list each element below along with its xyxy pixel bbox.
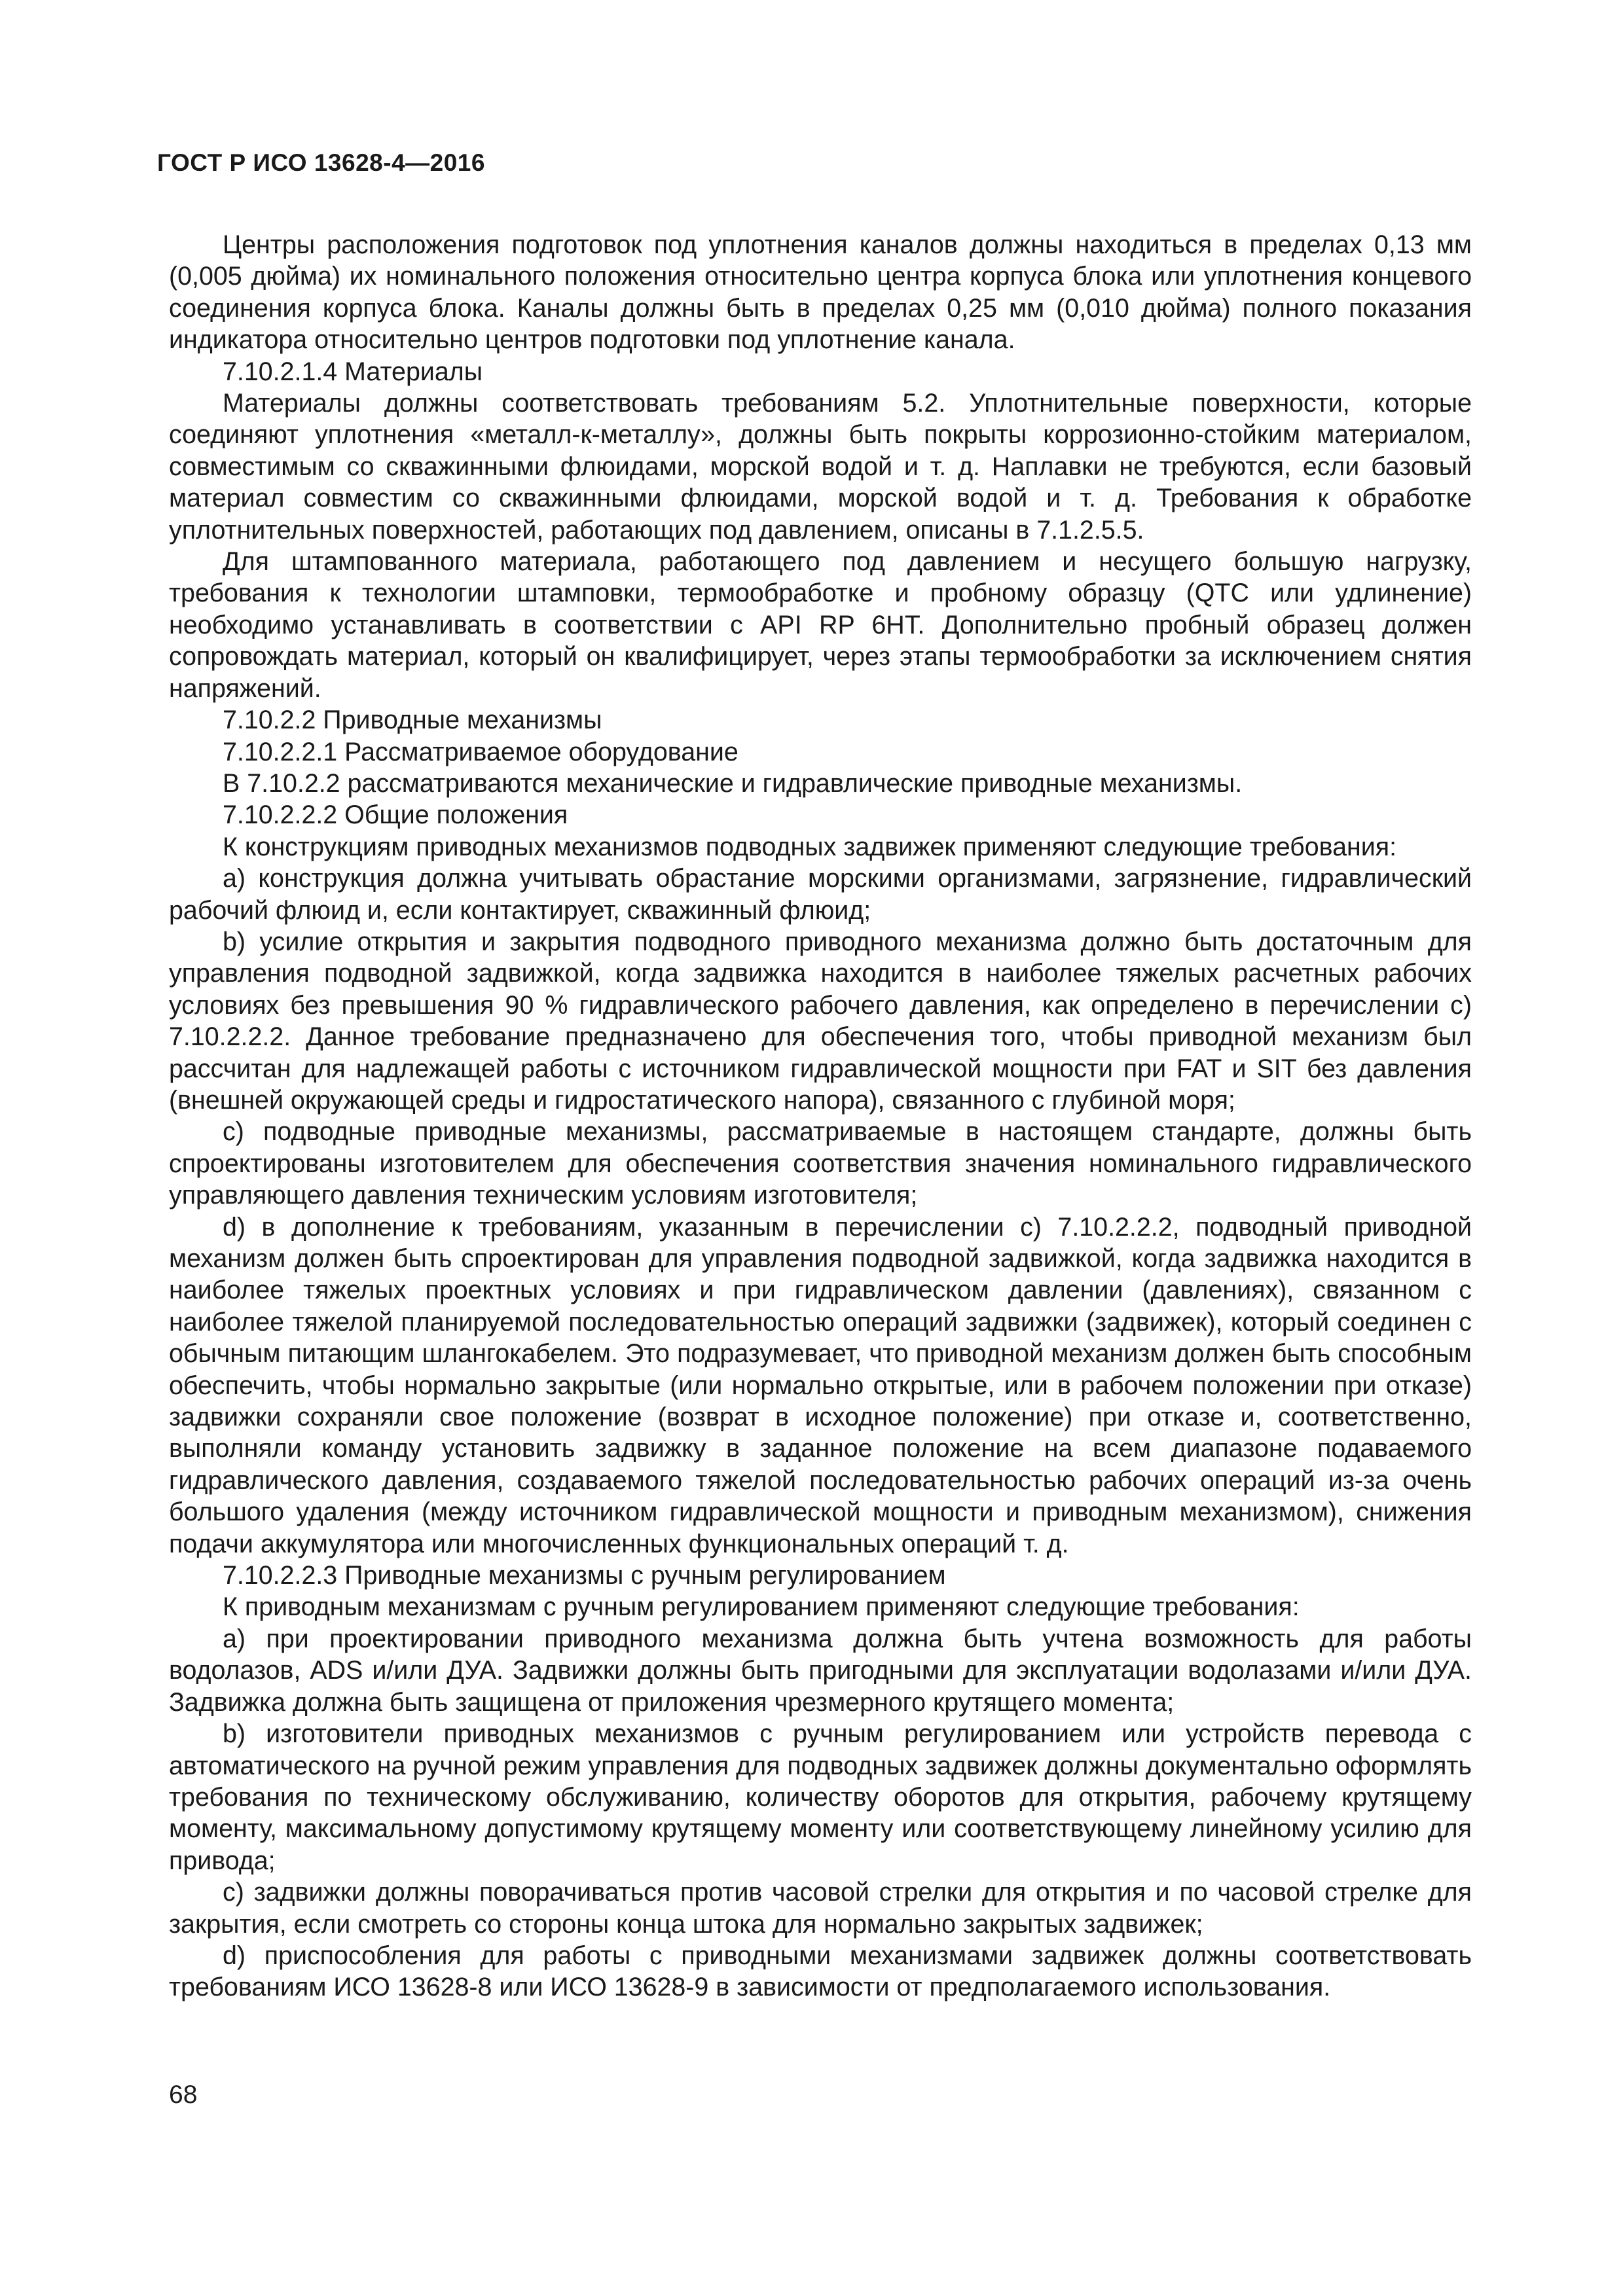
paragraph-materials: Материалы должны соответствовать требованиям 5.2. Уплотнительные поверхности, которые соединяют уплотнения «металл-к-металлу», должны быть покрыты коррозионно-стойким материалом, совместимым со скважинными флюидами, морской водой и т. д. Наплавки не требуются, если базовый материал совместим со скважинными флюидами, морской водой и т. д. Требования к обработке уплотнительных поверхностей, работающих под давлением, описаны в 7.1.2.5.5. bbox=[169, 389, 1472, 545]
paragraph-general-intro: К конструкциям приводных механизмов подводных задвижек применяют следующие требования: bbox=[223, 832, 1397, 861]
paragraph-forged-material: Для штампованного материала, работающего под давлением и несущего большую нагрузку, требования к технологии штамповки, термообработке и пробному образцу (QTC или удлинение) необходимо устанавливать в соответствии с API RP 6HT. Дополнительно пробный образец должен сопровождать материал, который он квалифицирует, через этапы термообработки за исключением снятия напряжений. bbox=[169, 547, 1472, 703]
list-item-a-fouling: а) конструкция должна учитывать обрастание морскими организмами, загрязнение, гидравлический рабочий флюид и, если контактирует, скважинный флюид; bbox=[169, 864, 1472, 925]
document-header: ГОСТ Р ИСО 13628-4—2016 bbox=[157, 149, 485, 176]
list-item-d-design: d) в дополнение к требованиям, указанным в перечислении с) 7.10.2.2.2, подводный приводной механизм должен быть спроектирован для управления подводной задвижкой, когда задвижка находится в наиболее тяжелых проектных условиях и при гидравлическом давлении (давлениях), связанном с наиболее тяжелой планируемой последовательностью операций задвижки (задвижек), который соединен с обычным питающим шлангокабелем. Это подразумевает, что приводной механизм должен быть способным обеспечить, чтобы нормально закрытые (или нормально открытые, или в рабочем положении при отказе) задвижки сохраняли свое положение (возврат в исходное положение) при отказе и, соответственно, выполняли команду установить задвижку в заданное положение на всем диапазоне подаваемого гидравлического давления, создаваемого тяжелой последовательностью рабочих операций из-за очень большого удаления (между источником гидравлической мощности и приводным механизмом), снижения подачи аккумулятора или многочисленных функциональных операций т. д. bbox=[169, 1212, 1472, 1558]
paragraph-scope: В 7.10.2.2 рассматриваются механические и гидравлические приводные механизмы. bbox=[223, 768, 1243, 798]
list-item-b-documentation: b) изготовители приводных механизмов с ручным регулированием или устройств перевода с автоматического на ручной режим управления для подводных задвижек должны документально оформлять требования по техническому обслуживанию, количеству оборотов для открытия, рабочему крутящему моменту, максимальному допустимому крутящему моменту или соответствующему линейному усилию для привода; bbox=[169, 1719, 1472, 1875]
section-heading-general: 7.10.2.2.2 Общие положения bbox=[223, 800, 568, 830]
paragraph-seal-centers: Центры расположения подготовок под уплотнения каналов должны находиться в пределах 0,13 мм (0,005 дюйма) их номинального положения относительно центра корпуса блока или уплотнения концевого соединения корпуса блока. Каналы должны быть в пределах 0,25 мм (0,010 дюйма) полного показания индикатора относительно центров подготовки под уплотнение канала. bbox=[169, 230, 1472, 355]
paragraph-manual-intro: К приводным механизмам с ручным регулированием применяют следующие требования: bbox=[223, 1592, 1300, 1622]
list-item-c-pressure: с) подводные приводные механизмы, рассматриваемые в настоящем стандарте, должны быть спроектированы изготовителем для обеспечения соответствия значения номинального гидравлического управляющего давления техническим условиям изготовителя; bbox=[169, 1117, 1472, 1210]
list-item-a-divers: а) при проектировании приводного механизма должна быть учтена возможность для работы водолазов, ADS и/или ДУА. Задвижки должны быть пригодными для эксплуатации водолазами и/или ДУА. Задвижка должна быть защищена от приложения чрезмерного крутящего момента; bbox=[169, 1624, 1472, 1717]
list-item-c-rotation: с) задвижки должны поворачиваться против часовой стрелки для открытия и по часовой стрелке для закрытия, если смотреть со стороны конца штока для нормально закрытых задвижек; bbox=[169, 1878, 1472, 1939]
section-heading-materials: 7.10.2.1.4 Материалы bbox=[223, 357, 483, 386]
page-number: 68 bbox=[169, 2081, 198, 2109]
list-item-d-tools: d) приспособления для работы с приводными механизмами задвижек должны соответствовать требованиям ИСО 13628-8 или ИСО 13628-9 в зависимости от предполагаемого использования. bbox=[169, 1941, 1472, 2002]
section-heading-actuators: 7.10.2.2 Приводные механизмы bbox=[223, 706, 602, 735]
section-heading-equipment: 7.10.2.2.1 Рассматриваемое оборудование bbox=[223, 737, 739, 766]
section-heading-manual-actuators: 7.10.2.2.3 Приводные механизмы с ручным регулированием bbox=[223, 1561, 946, 1590]
list-item-b-force: b) усилие открытия и закрытия подводного приводного механизма должно быть достаточным для управления подводной задвижкой, когда задвижка находится в наиболее тяжелых расчетных рабочих условиях без превышения 90 % гидравлического рабочего давления, как определено в перечислении с) 7.10.2.2.2. Данное требование предназначено для обеспечения того, чтобы приводной механизм был рассчитан для надлежащей работы с источником гидравлической мощности при FAT и SIT без давления (внешней окружающей среды и гидростатического напора), связанного с глубиной моря; bbox=[169, 927, 1472, 1115]
document-body bbox=[169, 229, 1472, 2003]
